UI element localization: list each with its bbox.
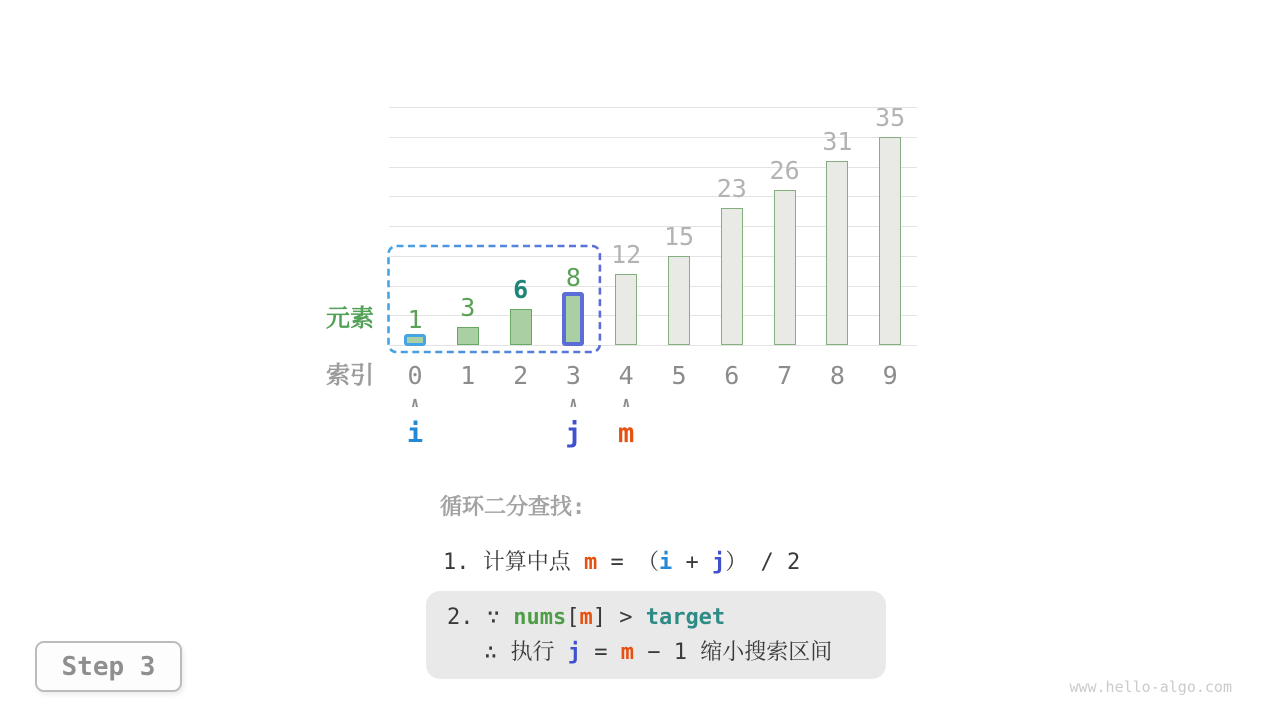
text-segment-j: j xyxy=(711,550,726,575)
index-label-6: 6 xyxy=(724,361,740,390)
index-label-0: 0 xyxy=(407,361,423,390)
bar-value-label: 8 xyxy=(565,263,581,293)
instructions-heading: 循环二分查找: xyxy=(440,495,586,520)
bar-index-8 xyxy=(826,161,848,345)
text-segment-text: ） / 2 xyxy=(725,550,801,575)
bar-index-6 xyxy=(721,208,743,345)
text-segment-text: − 1 缩小搜索区间 xyxy=(634,640,833,665)
index-label-1: 1 xyxy=(460,361,476,390)
bar-value-label: 26 xyxy=(769,156,800,186)
text-segment-text: 1. 计算中点 xyxy=(443,550,584,575)
bar-index-1 xyxy=(457,327,479,345)
index-label-8: 8 xyxy=(829,361,845,390)
text-segment-nums: nums xyxy=(513,605,567,630)
text-segment-text: = xyxy=(581,640,621,665)
watermark-url: www.hello-algo.com xyxy=(1069,678,1232,696)
pointer-label-m: m xyxy=(618,418,635,449)
text-segment-j: j xyxy=(567,640,581,665)
bar-index-9 xyxy=(879,137,901,345)
bar-index-0 xyxy=(404,334,426,346)
bar-index-3 xyxy=(562,292,584,346)
bar-value-label: 3 xyxy=(460,293,476,323)
bar-index-2 xyxy=(510,309,532,345)
text-segment-text: ∴ 执行 xyxy=(484,640,568,665)
text-segment-text: 2. ∵ xyxy=(447,605,514,630)
pointer-caret-j: ∧ xyxy=(569,395,578,411)
index-label-7: 7 xyxy=(777,361,793,390)
bar-value-label: 23 xyxy=(716,174,747,204)
bar-value-label: 1 xyxy=(407,305,423,335)
bar-index-5 xyxy=(668,256,690,345)
element-row-label: 元素 xyxy=(326,304,374,332)
instruction-step2-line1 xyxy=(447,600,886,635)
index-label-4: 4 xyxy=(618,361,634,390)
text-segment-text: ] > xyxy=(592,605,646,630)
instruction-step2-line2 xyxy=(447,635,886,670)
pointer-caret-i: ∧ xyxy=(410,395,420,411)
bar-value-label: 12 xyxy=(611,239,642,269)
pointer-label-j: j xyxy=(565,418,582,449)
bar-index-4 xyxy=(615,274,637,345)
pointer-caret-m: ∧ xyxy=(621,395,631,411)
bar-value-label: 35 xyxy=(875,102,906,132)
bar-value-label: 6 xyxy=(513,275,529,305)
bar-index-7 xyxy=(774,190,796,345)
instruction-step1 xyxy=(443,549,800,577)
instruction-step2-box xyxy=(426,591,886,679)
text-segment-m: m xyxy=(579,605,593,630)
pointer-label-i: i xyxy=(406,418,424,449)
text-segment-m: m xyxy=(620,640,634,665)
text-segment-m: m xyxy=(583,550,598,575)
text-segment-target: target xyxy=(645,605,726,630)
bar-value-label: 31 xyxy=(822,126,853,156)
bar-value-label: 15 xyxy=(663,221,695,251)
text-segment-text: + xyxy=(672,550,712,575)
index-label-9: 9 xyxy=(882,361,898,390)
step-badge: Step 3 xyxy=(35,641,182,692)
index-row-label: 索引 xyxy=(326,361,374,389)
index-label-2: 2 xyxy=(513,361,529,390)
text-segment-text: [ xyxy=(566,605,580,630)
text-segment-text: = （ xyxy=(597,550,659,575)
text-segment-i: i xyxy=(658,550,673,575)
index-label-5: 5 xyxy=(671,361,687,390)
index-label-3: 3 xyxy=(565,361,581,390)
